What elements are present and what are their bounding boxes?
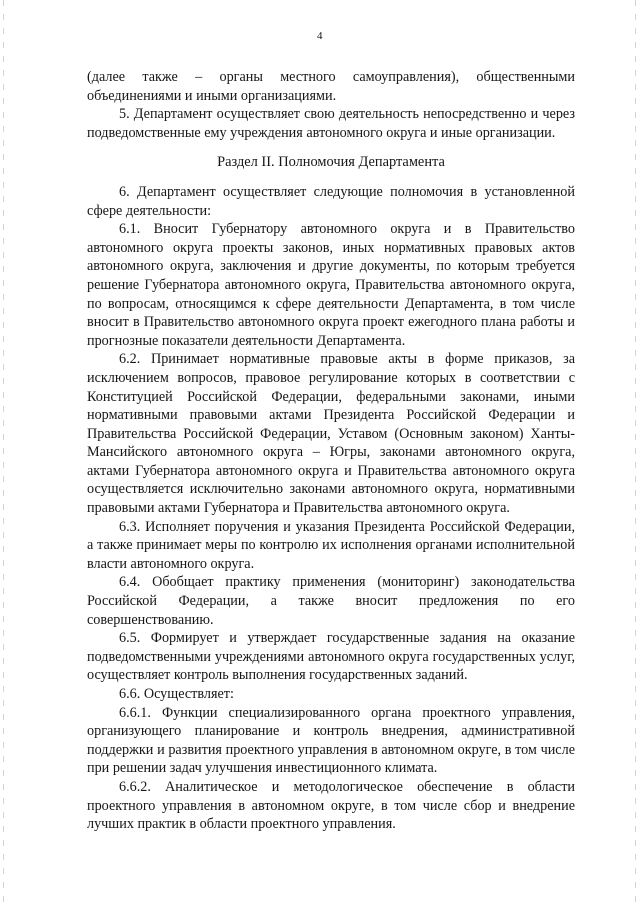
paragraph-6-6-1: 6.6.1. Функции специализированного органа проектного управления, организующего планирование и контроль внедрения, административной поддержки и развития проектного управления в автономном округе, в том числе при решении задач улучшения инвестиционного климата. xyxy=(87,704,575,777)
document-text xyxy=(87,68,575,834)
paragraph-6-1: 6.1. Вносит Губернатору автономного округа и в Правительство автономного округа проекты законов, иных нормативных правовых актов автономного округа, заключения и другие документы, по которым требуется решение Губернатора автономного округа, Правительства автономного округа, по вопросам, относящимся к сфере деятельности Департамента, в том числе вносит в Правительство автономного округа проект ежегодного плана работы и прогнозные показатели деятельности Департамента. xyxy=(87,221,575,349)
page-number: 4 xyxy=(317,30,323,42)
paragraph-6-2: 6.2. Принимает нормативные правовые акты в форме приказов, за исключением вопросов, правовое регулирование которых в соответствии с Конституцией Российской Федерации, федеральными законами, иными нормативными правовыми актами Президента Российской Федерации и Правительства Российской Федерации, Уставом (Основным законом) Ханты-Мансийского автономного округа – Югры, законами автономного округа, актами Губернатора автономного округа и Правительства автономного округа осуществляется исключительно законами автономного округа, нормативными правовыми актами Губернатора и Правительства автономного округа. xyxy=(87,351,575,517)
scan-edge-right xyxy=(635,0,636,905)
scan-edge-left xyxy=(3,0,4,905)
paragraph-5: 5. Департамент осуществляет свою деятельность непосредственно и через подведомственные ему учреждения автономного округа и иные организации. xyxy=(87,106,575,141)
paragraph-6-5: 6.5. Формирует и утверждает государственные задания на оказание подведомственными учреждениями автономного округа государственных услуг, осуществляет контроль выполнения государственных заданий. xyxy=(87,630,575,684)
paragraph-6: 6. Департамент осуществляет следующие полномочия в установленной сфере деятельности: xyxy=(87,183,575,219)
paragraph-6-3: 6.3. Исполняет поручения и указания Президента Российской Федерации, а также принимает меры по контролю их исполнения органами исполнительной власти автономного округа. xyxy=(87,518,575,572)
paragraph-6-6-2: 6.6.2. Аналитическое и методологическое обеспечение в области проектного управления в автономном округе, в том числе сбор и внедрение лучших практик в области проектного управления. xyxy=(87,778,575,833)
section-heading: Раздел II. Полномочия Департамента xyxy=(217,154,445,171)
paragraph-6-4: 6.4. Обобщает практику применения (мониторинг) законодательства Российской Федерации, а также вносит предложения по его совершенствованию. xyxy=(87,574,575,628)
paragraph-6-6: 6.6. Осуществляет: xyxy=(119,686,234,702)
paragraph-continuation: (далее также – органы местного самоуправления), общественными объединениями и иными организациями. xyxy=(87,69,575,104)
